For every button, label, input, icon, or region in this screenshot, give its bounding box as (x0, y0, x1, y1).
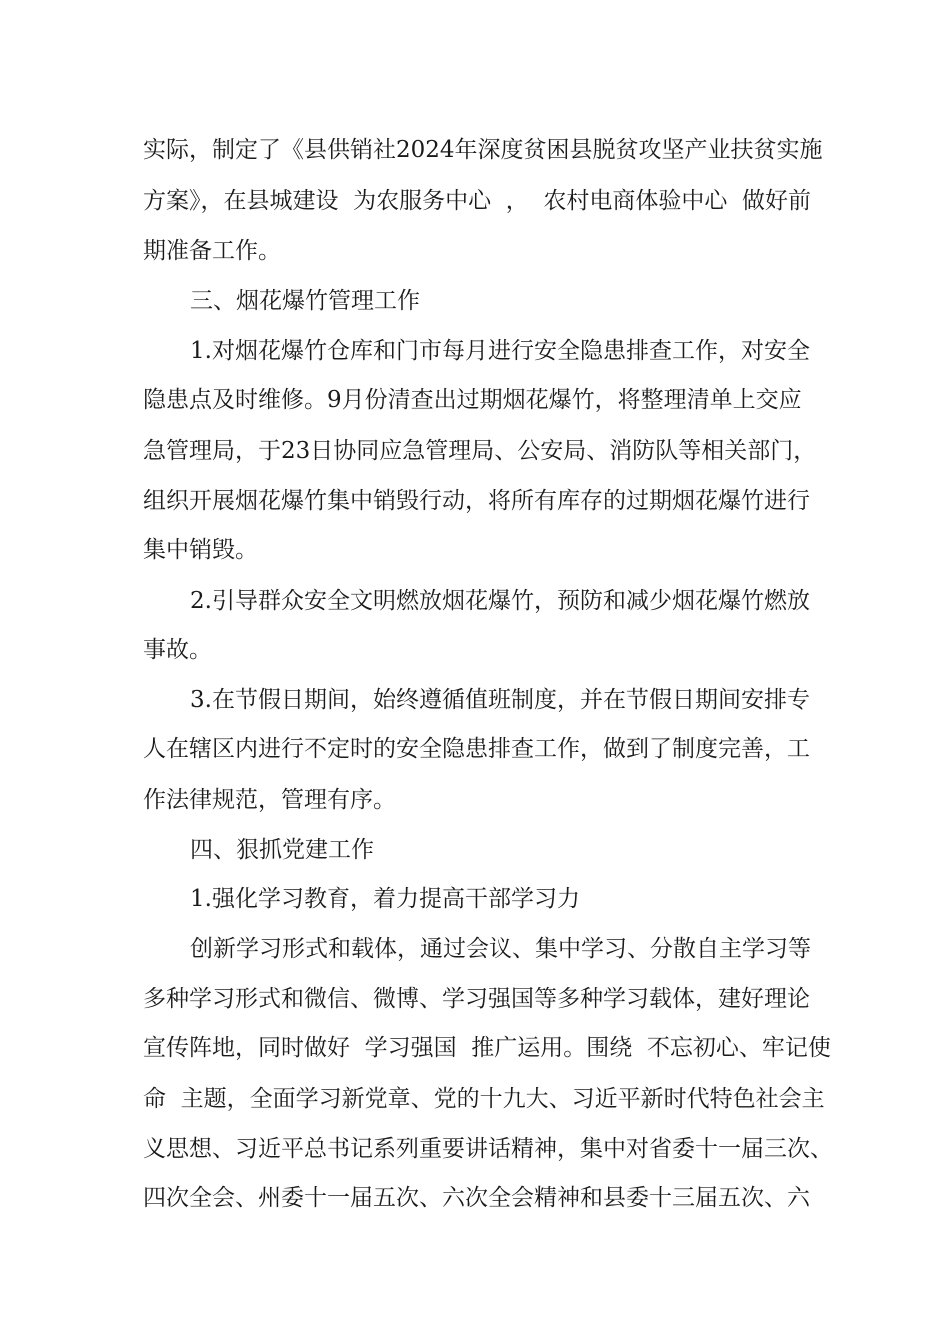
body-text-line: 3.在节假日期间，始终遵循值班制度，并在节假日期间安排专 (190, 687, 810, 713)
body-text-line: 隐患点及时维修。9月份清查出过期烟花爆竹，将整理清单上交应 (143, 387, 802, 413)
body-text-line: 宣传阵地，同时做好 学习强国 推广运用。围绕 不忘初心、牢记使 (143, 1035, 831, 1061)
body-text-line: 创新学习形式和载体，通过会议、集中学习、分散自主学习等 (190, 936, 811, 962)
body-text-line: 实际，制定了《县供销社2024年深度贫困县脱贫攻坚产业扶贫实施 (143, 137, 823, 163)
body-text-line: 作法律规范，管理有序。 (143, 787, 396, 813)
body-text-line: 事故。 (143, 637, 212, 663)
body-text-line: 多种学习形式和微信、微博、学习强国等多种学习载体，建好理论 (143, 986, 810, 1012)
body-text-line: 义思想、习近平总书记系列重要讲话精神，集中对省委十一届三次、 (143, 1136, 833, 1162)
body-text-line: 2.引导群众安全文明燃放烟花爆竹，预防和减少烟花爆竹燃放 (190, 588, 810, 614)
body-text-line: 组织开展烟花爆竹集中销毁行动，将所有库存的过期烟花爆竹进行 (143, 488, 810, 514)
section-heading: 四、狠抓党建工作 (190, 837, 374, 863)
body-text-line: 命 主题，全面学习新党章、党的十九大、习近平新时代特色社会主 (143, 1086, 825, 1112)
subsection-heading: 1.强化学习教育，着力提高干部学习力 (190, 886, 580, 912)
body-text-line: 四次全会、州委十一届五次、六次全会精神和县委十三届五次、六 (143, 1185, 810, 1211)
body-text-line: 急管理局，于23日协同应急管理局、公安局、消防队等相关部门， (143, 438, 817, 464)
body-text-line: 1.对烟花爆竹仓库和门市每月进行安全隐患排查工作，对安全 (190, 338, 810, 364)
body-text-line: 方案》，在县城建设 为农服务中心 ， 农村电商体验中心 做好前 (143, 188, 811, 214)
section-heading: 三、烟花爆竹管理工作 (190, 288, 420, 314)
body-text-line: 集中销毁。 (143, 537, 258, 563)
body-text-line: 人在辖区内进行不定时的安全隐患排查工作，做到了制度完善，工 (143, 736, 810, 762)
body-text-line: 期准备工作。 (143, 238, 281, 264)
